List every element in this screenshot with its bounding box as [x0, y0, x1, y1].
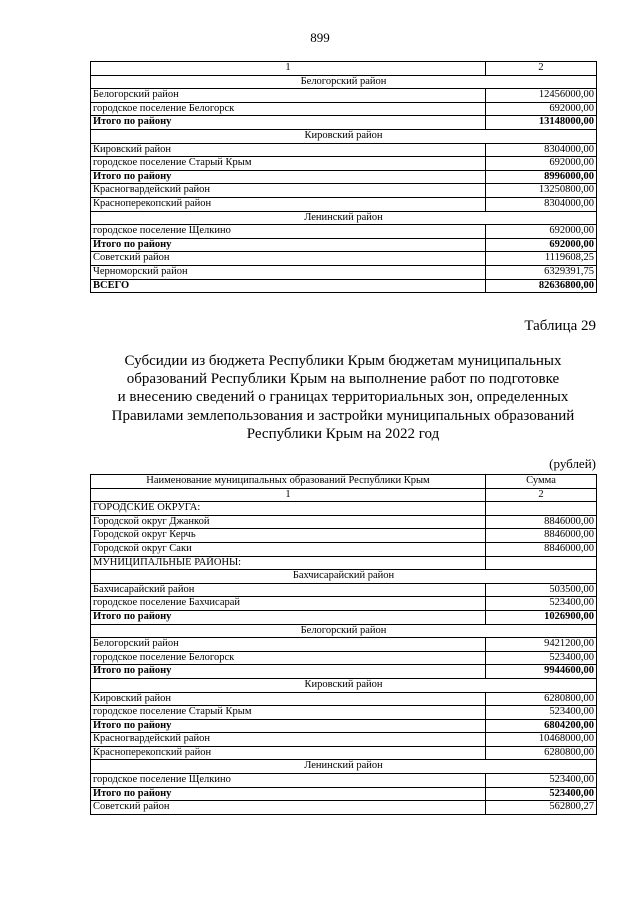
- table-row: [91, 529, 597, 543]
- table2-body: [91, 502, 597, 815]
- table-row: [91, 102, 597, 116]
- row-value: 6329391,75: [486, 265, 597, 279]
- subsidy-table: [90, 474, 597, 815]
- row-name: Белогорский район: [91, 638, 486, 652]
- row-value: 523400,00: [486, 774, 597, 788]
- section-row: [91, 678, 597, 692]
- total-row: [91, 170, 597, 184]
- row-name: Советский район: [91, 801, 486, 815]
- row-value: 692000,00: [486, 102, 597, 116]
- table-label: Таблица 29: [524, 318, 596, 334]
- section-row: [91, 624, 597, 638]
- row-value: 9421200,00: [486, 638, 597, 652]
- table-row: [91, 89, 597, 103]
- section-row: [91, 760, 597, 774]
- total-row: [91, 787, 597, 801]
- column-number-row: [91, 488, 597, 502]
- table-row: [91, 225, 597, 239]
- total-row: [91, 238, 597, 252]
- row-name: Советский район: [91, 252, 486, 266]
- section-title: Кировский район: [91, 129, 597, 143]
- table-row: [91, 706, 597, 720]
- section-title: Белогорский район: [91, 624, 597, 638]
- row-value: 9944600,00: [486, 665, 597, 679]
- table-row: [91, 143, 597, 157]
- row-name: Итого по району: [91, 170, 486, 184]
- table-row: [91, 252, 597, 266]
- table-row: [91, 692, 597, 706]
- row-name: Итого по району: [91, 787, 486, 801]
- column-number-name: 1: [91, 62, 486, 76]
- section-row: [91, 211, 597, 225]
- row-value: 692000,00: [486, 157, 597, 171]
- heading-line: и внесению сведений о границах территориальных зон, определенных: [117, 389, 569, 406]
- row-value: 692000,00: [486, 225, 597, 239]
- total-row: [91, 665, 597, 679]
- table-row: [91, 733, 597, 747]
- column-number-sum: 2: [486, 62, 597, 76]
- row-value: 692000,00: [486, 238, 597, 252]
- row-name: Кировский район: [91, 692, 486, 706]
- budget-table-continued: [90, 61, 597, 293]
- heading-line: Субсидии из бюджета Республики Крым бюджетам муниципальных: [124, 353, 562, 369]
- row-value: [486, 556, 597, 570]
- section-title: Белогорский район: [91, 75, 597, 89]
- heading-line: Правилами землепользования и застройки муниципальных образований: [111, 407, 575, 424]
- row-name: Итого по району: [91, 610, 486, 624]
- column-number-sum: 2: [486, 488, 597, 502]
- row-name: Итого по району: [91, 719, 486, 733]
- total-row: [91, 279, 597, 293]
- table-row: [91, 597, 597, 611]
- row-name: городское поселение Щелкино: [91, 225, 486, 239]
- row-value: 10468000,00: [486, 733, 597, 747]
- table-row: [91, 542, 597, 556]
- row-value: 6804200,00: [486, 719, 597, 733]
- table-row: [91, 583, 597, 597]
- column-header-name: Наименование муниципальных образований Республики Крым: [91, 475, 486, 489]
- total-row: [91, 116, 597, 130]
- group-row: [91, 556, 597, 570]
- row-name: Итого по району: [91, 238, 486, 252]
- column-number-name: 1: [91, 488, 486, 502]
- row-value: 13148000,00: [486, 116, 597, 130]
- table-row: [91, 774, 597, 788]
- row-value: 523400,00: [486, 597, 597, 611]
- row-value: 12456000,00: [486, 89, 597, 103]
- section-row: [91, 75, 597, 89]
- section-row: [91, 129, 597, 143]
- row-name: Городской округ Саки: [91, 542, 486, 556]
- table-row: [91, 157, 597, 171]
- row-name: городское поселение Старый Крым: [91, 706, 486, 720]
- row-name: Кировский район: [91, 143, 486, 157]
- group-row: [91, 502, 597, 516]
- row-value: 8846000,00: [486, 529, 597, 543]
- row-value: 1026900,00: [486, 610, 597, 624]
- row-value: 1119608,25: [486, 252, 597, 266]
- heading-line: образований Республики Крым на выполнение работ по подготовке: [126, 371, 560, 388]
- row-value: 8304000,00: [486, 143, 597, 157]
- row-name: Бахчисарайский район: [91, 583, 486, 597]
- row-value: 6280800,00: [486, 746, 597, 760]
- row-value: 523400,00: [486, 651, 597, 665]
- section-title: Ленинский район: [91, 760, 597, 774]
- row-name: городское поселение Белогорск: [91, 102, 486, 116]
- row-name: Красногвардейский район: [91, 733, 486, 747]
- row-value: 523400,00: [486, 706, 597, 720]
- table-row: [91, 638, 597, 652]
- row-value: 8846000,00: [486, 515, 597, 529]
- section-title: Кировский район: [91, 678, 597, 692]
- row-name: Красноперекопский район: [91, 746, 486, 760]
- column-header-sum: Сумма: [486, 475, 597, 489]
- row-name: ВСЕГО: [91, 279, 486, 293]
- units-label: (рублей): [549, 456, 596, 471]
- table1-body: [91, 75, 597, 293]
- section-row: [91, 570, 597, 584]
- row-name: Белогорский район: [91, 89, 486, 103]
- row-name: Черноморский район: [91, 265, 486, 279]
- table-row: [91, 651, 597, 665]
- row-value: 8996000,00: [486, 170, 597, 184]
- row-name: Итого по району: [91, 116, 486, 130]
- row-name: МУНИЦИПАЛЬНЫЕ РАЙОНЫ:: [91, 556, 486, 570]
- table-row: [91, 265, 597, 279]
- row-name: городское поселение Щелкино: [91, 774, 486, 788]
- heading-line: Республики Крым на 2022 год: [246, 425, 440, 442]
- row-name: Городской округ Джанкой: [91, 515, 486, 529]
- row-name: городское поселение Белогорск: [91, 651, 486, 665]
- section-title: Ленинский район: [91, 211, 597, 225]
- row-value: 13250800,00: [486, 184, 597, 198]
- row-name: Итого по району: [91, 665, 486, 679]
- total-row: [91, 610, 597, 624]
- column-header-row: [91, 475, 597, 489]
- row-name: Красноперекопский район: [91, 197, 486, 211]
- table-heading: [90, 352, 596, 443]
- row-value: 562800,27: [486, 801, 597, 815]
- row-name: ГОРОДСКИЕ ОКРУГА:: [91, 502, 486, 516]
- table-row: [91, 197, 597, 211]
- page-number: 899: [310, 30, 330, 45]
- row-value: 82636800,00: [486, 279, 597, 293]
- row-name: городское поселение Бахчисарай: [91, 597, 486, 611]
- row-value: 523400,00: [486, 787, 597, 801]
- row-value: 6280800,00: [486, 692, 597, 706]
- row-value: 503500,00: [486, 583, 597, 597]
- section-title: Бахчисарайский район: [91, 570, 597, 584]
- row-value: 8846000,00: [486, 542, 597, 556]
- table-row: [91, 515, 597, 529]
- table-row: [91, 801, 597, 815]
- row-value: 8304000,00: [486, 197, 597, 211]
- column-number-row: [91, 62, 597, 76]
- row-name: городское поселение Старый Крым: [91, 157, 486, 171]
- table-row: [91, 746, 597, 760]
- row-name: Городской округ Керчь: [91, 529, 486, 543]
- table-row: [91, 184, 597, 198]
- total-row: [91, 719, 597, 733]
- row-name: Красногвардейский район: [91, 184, 486, 198]
- row-value: [486, 502, 597, 516]
